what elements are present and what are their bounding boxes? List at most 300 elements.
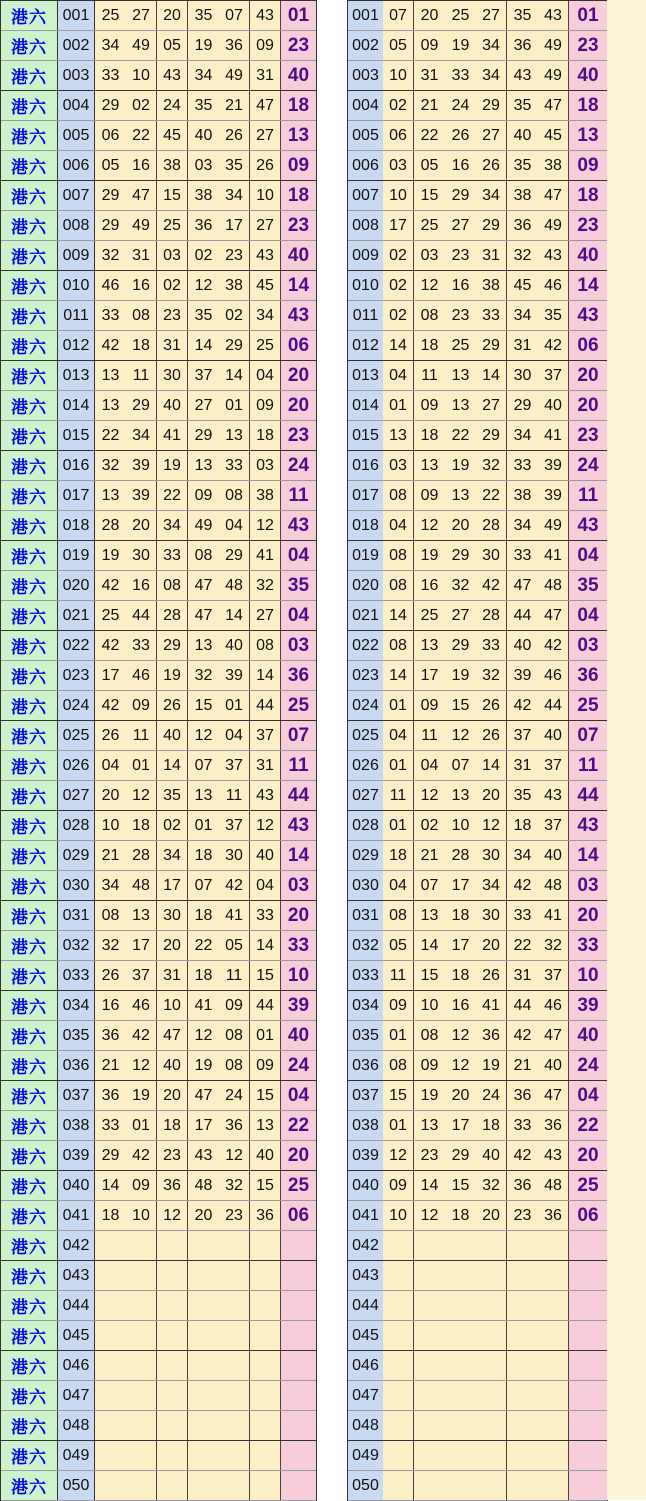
number-cell: 33	[507, 451, 538, 480]
number-cell: 16	[445, 271, 476, 300]
number-cell: 30	[476, 541, 507, 570]
number-cell: 34	[188, 61, 219, 90]
period-cell: 011	[348, 301, 383, 330]
table-row	[348, 571, 607, 601]
game-label-cell: 港六	[1, 1381, 58, 1410]
number-cell: 14	[476, 751, 507, 780]
number-cell: 33	[507, 541, 538, 570]
number-cell	[383, 1441, 414, 1470]
number-cell: 34	[476, 181, 507, 210]
number-cell: 18	[126, 331, 157, 360]
number-cell: 26	[250, 151, 281, 180]
game-label-cell: 港六	[1, 1471, 58, 1500]
number-cell: 30	[126, 541, 157, 570]
number-cell: 47	[538, 1021, 569, 1050]
number-cell: 26	[157, 691, 188, 720]
number-cell: 40	[157, 1051, 188, 1080]
number-cell	[476, 1411, 507, 1440]
number-cell: 08	[250, 631, 281, 660]
number-cell: 28	[157, 601, 188, 630]
number-cell	[507, 1351, 538, 1380]
number-cell: 42	[538, 331, 569, 360]
number-cell: 36	[157, 1171, 188, 1200]
special-number-cell: 40	[281, 61, 316, 90]
number-cell: 38	[188, 181, 219, 210]
number-cell	[188, 1381, 219, 1410]
number-cell: 12	[250, 511, 281, 540]
number-cell: 36	[507, 31, 538, 60]
period-cell: 021	[58, 601, 95, 630]
number-cell: 09	[414, 31, 445, 60]
number-cell: 34	[157, 511, 188, 540]
table-row	[1, 301, 316, 331]
number-cell: 31	[157, 961, 188, 990]
number-cell: 04	[250, 871, 281, 900]
number-cell: 02	[157, 811, 188, 840]
number-cell	[383, 1381, 414, 1410]
special-number-cell: 03	[281, 631, 316, 660]
number-cell: 21	[95, 1051, 126, 1080]
game-label-cell: 港六	[1, 1051, 58, 1080]
special-number-cell: 25	[569, 691, 607, 720]
number-cell: 12	[126, 781, 157, 810]
period-cell: 034	[348, 991, 383, 1020]
number-cell: 18	[414, 331, 445, 360]
number-cell	[476, 1261, 507, 1290]
number-cell: 12	[414, 271, 445, 300]
number-cell: 49	[126, 31, 157, 60]
number-cell: 38	[507, 481, 538, 510]
number-cell	[188, 1471, 219, 1500]
number-cell: 14	[383, 601, 414, 630]
number-cell: 01	[219, 391, 250, 420]
special-number-cell	[281, 1321, 316, 1350]
number-cell	[476, 1351, 507, 1380]
number-cell: 01	[383, 751, 414, 780]
number-cell: 34	[476, 61, 507, 90]
number-cell: 47	[126, 181, 157, 210]
table-row	[1, 811, 316, 841]
number-cell: 40	[250, 1141, 281, 1170]
period-cell: 024	[58, 691, 95, 720]
number-cell: 37	[538, 751, 569, 780]
number-cell: 04	[383, 871, 414, 900]
number-cell: 38	[157, 151, 188, 180]
special-number-cell: 18	[569, 181, 607, 210]
special-number-cell: 04	[569, 541, 607, 570]
number-cell: 33	[507, 901, 538, 930]
special-number-cell: 25	[281, 691, 316, 720]
period-cell: 029	[58, 841, 95, 870]
number-cell	[157, 1231, 188, 1260]
number-cell	[188, 1261, 219, 1290]
number-cell: 44	[538, 691, 569, 720]
number-cell: 19	[126, 1081, 157, 1110]
table-row	[348, 1381, 607, 1411]
number-cell: 44	[250, 991, 281, 1020]
number-cell: 07	[219, 1, 250, 30]
number-cell: 16	[126, 271, 157, 300]
number-cell: 40	[188, 121, 219, 150]
number-cell: 08	[383, 571, 414, 600]
number-cell: 13	[126, 901, 157, 930]
special-number-cell: 36	[569, 661, 607, 690]
number-cell: 12	[219, 1141, 250, 1170]
number-cell: 36	[507, 211, 538, 240]
number-cell: 13	[95, 481, 126, 510]
number-cell	[95, 1291, 126, 1320]
number-cell: 25	[95, 1, 126, 30]
number-cell: 30	[157, 901, 188, 930]
period-cell: 014	[348, 391, 383, 420]
number-cell	[507, 1441, 538, 1470]
number-cell: 32	[476, 1171, 507, 1200]
special-number-cell: 43	[569, 511, 607, 540]
number-cell: 29	[476, 211, 507, 240]
number-cell: 14	[250, 661, 281, 690]
number-cell: 20	[188, 1201, 219, 1230]
number-cell: 24	[476, 1081, 507, 1110]
number-cell: 10	[383, 61, 414, 90]
number-cell: 49	[188, 511, 219, 540]
number-cell: 41	[538, 541, 569, 570]
number-cell: 14	[157, 751, 188, 780]
number-cell	[95, 1381, 126, 1410]
number-cell: 24	[157, 91, 188, 120]
table-row	[1, 1081, 316, 1111]
period-cell: 024	[348, 691, 383, 720]
number-cell	[507, 1381, 538, 1410]
number-cell: 36	[507, 1171, 538, 1200]
number-cell: 34	[95, 871, 126, 900]
number-cell: 48	[188, 1171, 219, 1200]
game-label-cell: 港六	[1, 1, 58, 30]
number-cell: 09	[414, 481, 445, 510]
number-cell: 28	[445, 841, 476, 870]
number-cell: 29	[476, 421, 507, 450]
number-cell: 10	[383, 181, 414, 210]
table-row	[348, 1171, 607, 1201]
number-cell: 22	[157, 481, 188, 510]
table-row	[348, 31, 607, 61]
game-label-cell: 港六	[1, 751, 58, 780]
number-cell	[476, 1471, 507, 1500]
number-cell: 35	[188, 301, 219, 330]
number-cell	[383, 1411, 414, 1440]
table-row	[1, 511, 316, 541]
special-number-cell: 43	[281, 811, 316, 840]
number-cell	[95, 1351, 126, 1380]
number-cell	[445, 1231, 476, 1260]
period-cell: 008	[58, 211, 95, 240]
number-cell: 42	[507, 691, 538, 720]
special-number-cell: 06	[569, 331, 607, 360]
number-cell: 44	[507, 601, 538, 630]
special-number-cell: 01	[569, 1, 607, 30]
number-cell: 30	[476, 841, 507, 870]
number-cell	[95, 1411, 126, 1440]
special-number-cell: 22	[281, 1111, 316, 1140]
number-cell: 08	[414, 1021, 445, 1050]
period-cell: 005	[58, 121, 95, 150]
table-row	[348, 331, 607, 361]
number-cell: 19	[157, 661, 188, 690]
game-label-cell: 港六	[1, 1171, 58, 1200]
period-cell: 017	[58, 481, 95, 510]
number-cell: 16	[445, 151, 476, 180]
number-cell: 09	[414, 391, 445, 420]
period-cell: 047	[348, 1381, 383, 1410]
number-cell: 06	[95, 121, 126, 150]
period-cell: 011	[58, 301, 95, 330]
period-cell: 037	[58, 1081, 95, 1110]
table-row	[1, 601, 316, 631]
number-cell: 08	[383, 541, 414, 570]
number-cell: 18	[414, 421, 445, 450]
number-cell: 01	[219, 691, 250, 720]
number-cell: 31	[250, 751, 281, 780]
number-cell: 16	[414, 571, 445, 600]
number-cell: 19	[188, 31, 219, 60]
table-row	[348, 1441, 607, 1471]
number-cell: 31	[250, 61, 281, 90]
table-row	[1, 361, 316, 391]
number-cell: 27	[250, 601, 281, 630]
number-cell: 14	[188, 331, 219, 360]
special-number-cell: 40	[569, 241, 607, 270]
number-cell: 32	[95, 241, 126, 270]
number-cell: 27	[476, 121, 507, 150]
period-cell: 041	[348, 1201, 383, 1230]
number-cell: 18	[250, 421, 281, 450]
game-label-cell: 港六	[1, 811, 58, 840]
number-cell: 09	[383, 991, 414, 1020]
special-number-cell: 14	[569, 271, 607, 300]
number-cell: 30	[219, 841, 250, 870]
period-cell: 023	[58, 661, 95, 690]
number-cell: 37	[126, 961, 157, 990]
special-number-cell: 20	[569, 361, 607, 390]
number-cell: 16	[126, 151, 157, 180]
number-cell: 21	[507, 1051, 538, 1080]
table-row	[348, 301, 607, 331]
number-cell: 23	[157, 301, 188, 330]
number-cell: 42	[507, 1021, 538, 1050]
special-number-cell: 18	[569, 91, 607, 120]
number-cell	[507, 1471, 538, 1500]
number-cell: 17	[95, 661, 126, 690]
period-cell: 001	[348, 1, 383, 30]
number-cell: 41	[538, 901, 569, 930]
number-cell: 42	[126, 1021, 157, 1050]
number-cell	[95, 1441, 126, 1470]
number-cell	[95, 1321, 126, 1350]
period-cell: 032	[58, 931, 95, 960]
number-cell: 27	[188, 391, 219, 420]
table-row	[348, 541, 607, 571]
number-cell: 43	[538, 1, 569, 30]
special-number-cell: 10	[281, 961, 316, 990]
number-cell: 38	[507, 181, 538, 210]
number-cell: 04	[219, 721, 250, 750]
number-cell: 47	[538, 181, 569, 210]
table-row	[1, 211, 316, 241]
game-label-cell: 港六	[1, 691, 58, 720]
number-cell: 22	[445, 421, 476, 450]
number-cell: 38	[476, 271, 507, 300]
table-row	[1, 1261, 316, 1291]
number-cell: 43	[250, 241, 281, 270]
number-cell: 26	[219, 121, 250, 150]
number-cell: 32	[538, 931, 569, 960]
period-cell: 001	[58, 1, 95, 30]
number-cell: 32	[476, 451, 507, 480]
number-cell: 22	[126, 121, 157, 150]
number-cell: 10	[126, 1201, 157, 1230]
special-number-cell	[569, 1321, 607, 1350]
number-cell: 46	[538, 991, 569, 1020]
number-cell: 26	[95, 961, 126, 990]
number-cell: 17	[414, 661, 445, 690]
special-number-cell: 20	[569, 1141, 607, 1170]
game-label-cell: 港六	[1, 631, 58, 660]
number-cell: 22	[95, 421, 126, 450]
period-cell: 002	[348, 31, 383, 60]
number-cell: 11	[126, 361, 157, 390]
number-cell: 34	[476, 871, 507, 900]
table-row	[1, 931, 316, 961]
special-number-cell: 40	[281, 241, 316, 270]
table-row	[1, 421, 316, 451]
number-cell	[188, 1231, 219, 1260]
number-cell: 19	[188, 1051, 219, 1080]
game-label-cell: 港六	[1, 1081, 58, 1110]
number-cell: 43	[188, 1141, 219, 1170]
number-cell: 15	[414, 181, 445, 210]
number-cell: 27	[250, 211, 281, 240]
number-cell: 14	[414, 1171, 445, 1200]
number-cell: 46	[126, 661, 157, 690]
number-cell: 23	[157, 1141, 188, 1170]
period-cell: 043	[58, 1261, 95, 1290]
number-cell	[157, 1291, 188, 1320]
table-row	[348, 751, 607, 781]
number-cell: 23	[507, 1201, 538, 1230]
table-row	[1, 91, 316, 121]
game-label-cell: 港六	[1, 961, 58, 990]
table-row	[348, 481, 607, 511]
number-cell: 15	[188, 691, 219, 720]
game-label-cell: 港六	[1, 481, 58, 510]
number-cell: 29	[188, 421, 219, 450]
number-cell: 12	[414, 781, 445, 810]
game-label-cell: 港六	[1, 781, 58, 810]
game-label-cell: 港六	[1, 1021, 58, 1050]
table-row	[348, 991, 607, 1021]
number-cell: 47	[538, 91, 569, 120]
number-cell: 13	[95, 391, 126, 420]
period-cell: 047	[58, 1381, 95, 1410]
number-cell: 08	[383, 481, 414, 510]
number-cell: 47	[507, 571, 538, 600]
table-row	[348, 421, 607, 451]
number-cell	[538, 1441, 569, 1470]
number-cell: 31	[414, 61, 445, 90]
number-cell: 15	[445, 1171, 476, 1200]
table-row	[348, 1111, 607, 1141]
number-cell	[414, 1351, 445, 1380]
number-cell	[219, 1471, 250, 1500]
number-cell: 08	[219, 1021, 250, 1050]
special-number-cell: 39	[281, 991, 316, 1020]
table-row	[348, 121, 607, 151]
table-row	[1, 271, 316, 301]
number-cell: 35	[188, 91, 219, 120]
number-cell: 43	[507, 61, 538, 90]
number-cell: 41	[157, 421, 188, 450]
number-cell: 43	[250, 781, 281, 810]
number-cell: 23	[219, 241, 250, 270]
game-label-cell: 港六	[1, 421, 58, 450]
number-cell: 04	[414, 751, 445, 780]
number-cell	[445, 1381, 476, 1410]
number-cell	[445, 1411, 476, 1440]
special-number-cell: 23	[281, 421, 316, 450]
number-cell: 47	[157, 1021, 188, 1050]
special-number-cell: 10	[569, 961, 607, 990]
table-row	[1, 1051, 316, 1081]
table-row	[348, 691, 607, 721]
number-cell: 11	[126, 721, 157, 750]
number-cell: 12	[188, 721, 219, 750]
number-cell: 20	[476, 781, 507, 810]
number-cell: 49	[126, 211, 157, 240]
table-row	[1, 1231, 316, 1261]
table-row	[348, 1141, 607, 1171]
game-label-cell: 港六	[1, 151, 58, 180]
number-cell	[414, 1471, 445, 1500]
special-number-cell: 44	[281, 781, 316, 810]
number-cell	[250, 1351, 281, 1380]
number-cell: 17	[445, 871, 476, 900]
period-cell: 020	[348, 571, 383, 600]
period-cell: 027	[58, 781, 95, 810]
number-cell: 37	[538, 961, 569, 990]
number-cell: 29	[95, 91, 126, 120]
number-cell: 45	[538, 121, 569, 150]
number-cell: 15	[250, 1171, 281, 1200]
special-number-cell	[569, 1471, 607, 1500]
number-cell	[414, 1441, 445, 1470]
table-row	[1, 1381, 316, 1411]
number-cell: 15	[414, 961, 445, 990]
period-cell: 029	[348, 841, 383, 870]
number-cell: 29	[219, 331, 250, 360]
special-number-cell: 14	[281, 271, 316, 300]
period-cell: 030	[58, 871, 95, 900]
number-cell: 27	[445, 211, 476, 240]
number-cell: 48	[538, 871, 569, 900]
number-cell	[445, 1321, 476, 1350]
number-cell: 11	[383, 781, 414, 810]
number-cell	[188, 1351, 219, 1380]
table-row	[348, 961, 607, 991]
number-cell: 16	[445, 991, 476, 1020]
number-cell: 35	[188, 1, 219, 30]
table-row	[1, 1321, 316, 1351]
special-number-cell: 11	[281, 751, 316, 780]
game-label-cell: 港六	[1, 931, 58, 960]
